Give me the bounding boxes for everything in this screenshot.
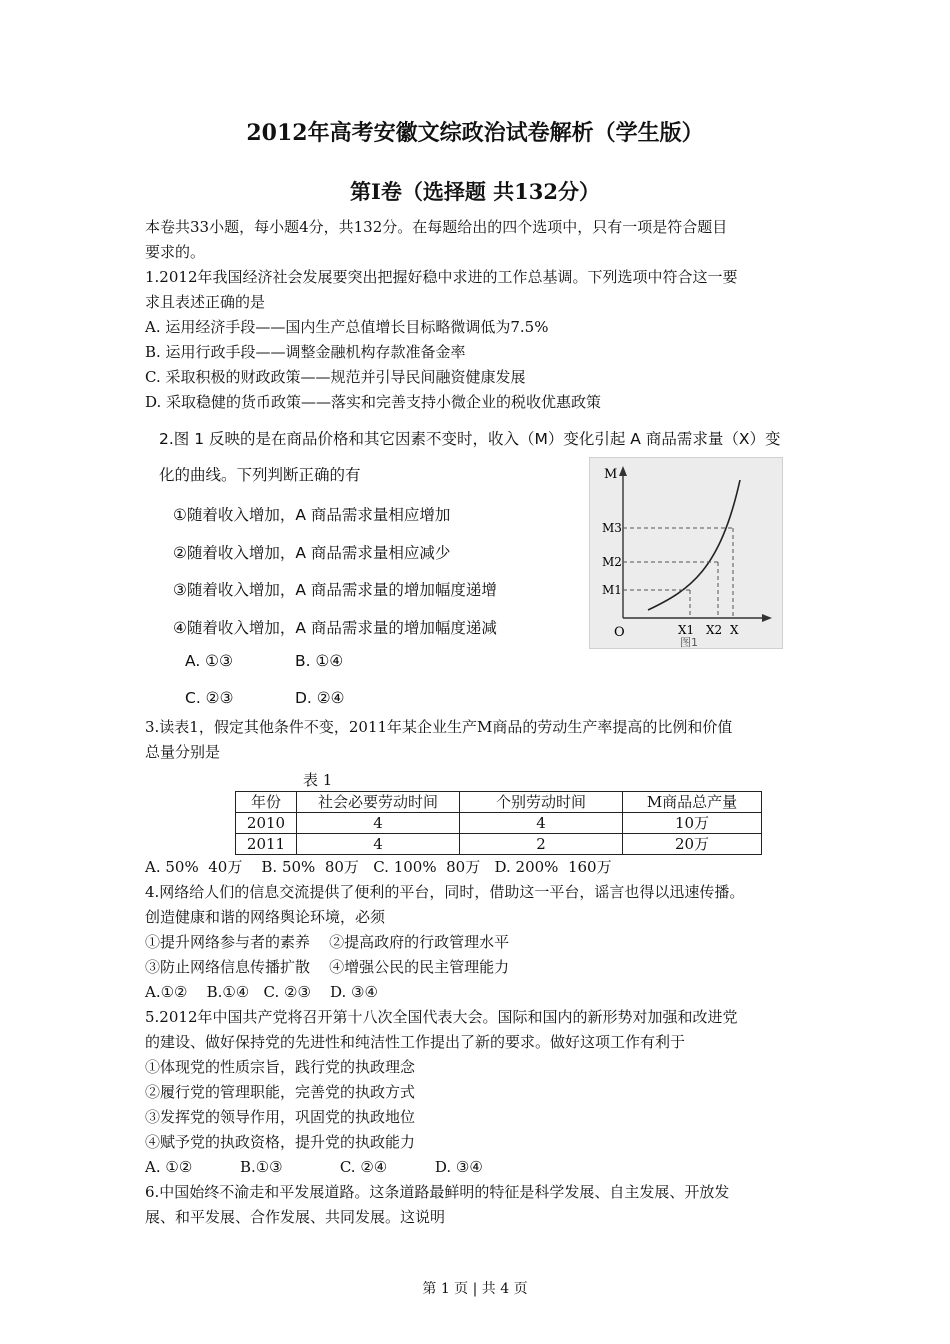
question-2-answer: D. ②④ <box>295 689 345 707</box>
question-4-stem: 4.网络给人们的信息交流提供了便利的平台，同时，借助这一平台，谣言也得以迅速传播。 <box>145 883 745 901</box>
question-2-stem-line: 2.图 1 反映的是在商品价格和其它因素不变时，收入（M）变化引起 A 商品需求量（X）变 <box>159 430 781 448</box>
question-2-statement: ③随着收入增加，A 商品需求量的增加幅度递增 <box>173 581 497 599</box>
y-axis-arrow <box>619 466 627 476</box>
question-2-statement: ④随着收入增加，A 商品需求量的增加幅度递减 <box>173 618 497 637</box>
y-axis-label: M <box>604 467 618 482</box>
table-header-cell: 社会必要劳动时间 <box>297 792 460 813</box>
question-6-stem: 6.中国始终不渝走和平发展道路。这条道路最鲜明的特征是科学发展、自主发展、开放发 <box>145 1183 730 1201</box>
figure-1-graph <box>590 458 782 648</box>
question-2-block <box>145 421 813 711</box>
table-header-cell: 个别劳动时间 <box>460 792 623 813</box>
question-5-stem: 5.2012年中国共产党将召开第十八次全国代表大会。国际和国内的新形势对加强和改进党 <box>145 1008 738 1026</box>
y-tick-label: M3 <box>602 521 622 535</box>
question-1-option: B. 运用行政手段——调整金融机构存款准备金率 <box>145 343 466 361</box>
table-cell: 2 <box>460 834 623 855</box>
table-row <box>236 834 762 855</box>
table-header-cell: 年份 <box>236 792 297 813</box>
table-row <box>236 813 762 834</box>
question-4-options: A.①② B.①④ C. ②③ D. ③④ <box>145 983 378 1001</box>
question-2-answers <box>185 643 405 717</box>
question-2-statements <box>173 497 497 647</box>
question-1-option: A. 运用经济手段——国内生产总值增长目标略微调低为7.5% <box>145 318 549 336</box>
document-body <box>145 215 813 1230</box>
question-2-stem-line: 化的曲线。下列判断正确的有 <box>159 466 361 484</box>
x-tick-label: X2 <box>706 623 723 637</box>
question-2-answer: A. ①③ <box>185 652 233 670</box>
question-5-statement: ③发挥党的领导作用，巩固党的执政地位 <box>145 1108 416 1126</box>
question-2-statement: ①随着收入增加，A 商品需求量相应增加 <box>173 506 451 524</box>
x-axis-label: X <box>730 623 739 637</box>
question-4-statement: ①提升网络参与者的素养 ②提高政府的行政管理水平 <box>145 933 510 951</box>
question-4-statement: ③防止网络信息传播扩散 ④增强公民的民主管理能力 <box>145 958 510 976</box>
question-2-answer: B. ①④ <box>295 652 344 670</box>
question-1-stem: 求且表述正确的是 <box>145 293 266 311</box>
question-6-stem: 展、和平发展、合作发展、共同发展。这说明 <box>145 1208 446 1226</box>
question-2-answer: C. ②③ <box>185 689 234 707</box>
question-5-statement: ①体现党的性质宗旨，践行党的执政理念 <box>145 1058 416 1076</box>
table-cell: 2011 <box>236 834 297 855</box>
x-axis-arrow <box>762 614 772 622</box>
intro-line: 要求的。 <box>145 243 206 261</box>
question-1-stem: 1.2012年我国经济社会发展要突出把握好稳中求进的工作总基调。下列选项中符合这一要 <box>145 268 738 286</box>
intro-line: 本卷共33小题，每小题4分，共132分。在每题给出的四个选项中，只有一项是符合题目 <box>145 218 728 236</box>
origin-label: O <box>614 625 625 640</box>
question-3-stem: 3.读表1，假定其他条件不变，2011年某企业生产M商品的劳动生产率提高的比例和价值 <box>145 718 733 736</box>
question-3-options: A. 50% 40万 B. 50% 80万 C. 100% 80万 D. 200% 160万 <box>145 858 612 876</box>
x-tick-label: X1 <box>678 623 695 637</box>
figure-caption: 图1 <box>680 636 698 648</box>
question-5-statement: ②履行党的管理职能，完善党的执政方式 <box>145 1083 416 1101</box>
question-5-stem: 的建设、做好保持党的先进性和纯洁性工作提出了新的要求。做好这项工作有利于 <box>145 1033 686 1051</box>
table-cell: 2010 <box>236 813 297 834</box>
question-4-stem: 创造健康和谐的网络舆论环境，必须 <box>145 908 386 926</box>
question-2-statement: ②随着收入增加，A 商品需求量相应减少 <box>173 543 451 562</box>
y-tick-label: M1 <box>602 583 622 597</box>
table-header-cell: M商品总产量 <box>623 792 762 813</box>
question-1-option: D. 采取稳健的货币政策——落实和完善支持小微企业的税收优惠政策 <box>145 393 602 411</box>
table-cell: 4 <box>297 834 460 855</box>
table-header-row <box>236 792 762 813</box>
question-5-statement: ④赋予党的执政资格，提升党的执政能力 <box>145 1133 416 1151</box>
table-cell: 10万 <box>623 813 762 834</box>
table-cell: 20万 <box>623 834 762 855</box>
question-3-stem: 总量分别是 <box>145 743 221 761</box>
document-title: 2012年高考安徽文综政治试卷解析（学生版） <box>246 120 704 146</box>
page-footer: 第 1 页 | 共 4 页 <box>422 1281 528 1297</box>
question-5-options: A. ①② B.①③ C. ②④ D. ③④ <box>145 1158 483 1176</box>
table-cell: 4 <box>460 813 623 834</box>
table-1 <box>235 791 762 855</box>
question-1-option: C. 采取积极的财政政策——规范并引导民间融资健康发展 <box>145 368 526 386</box>
table-cell: 4 <box>297 813 460 834</box>
figure-1 <box>589 457 783 649</box>
table-caption: 表 1 <box>303 771 333 789</box>
section-title: 第Ⅰ卷（选择题 共132分） <box>350 179 600 204</box>
y-tick-label: M2 <box>602 555 622 569</box>
